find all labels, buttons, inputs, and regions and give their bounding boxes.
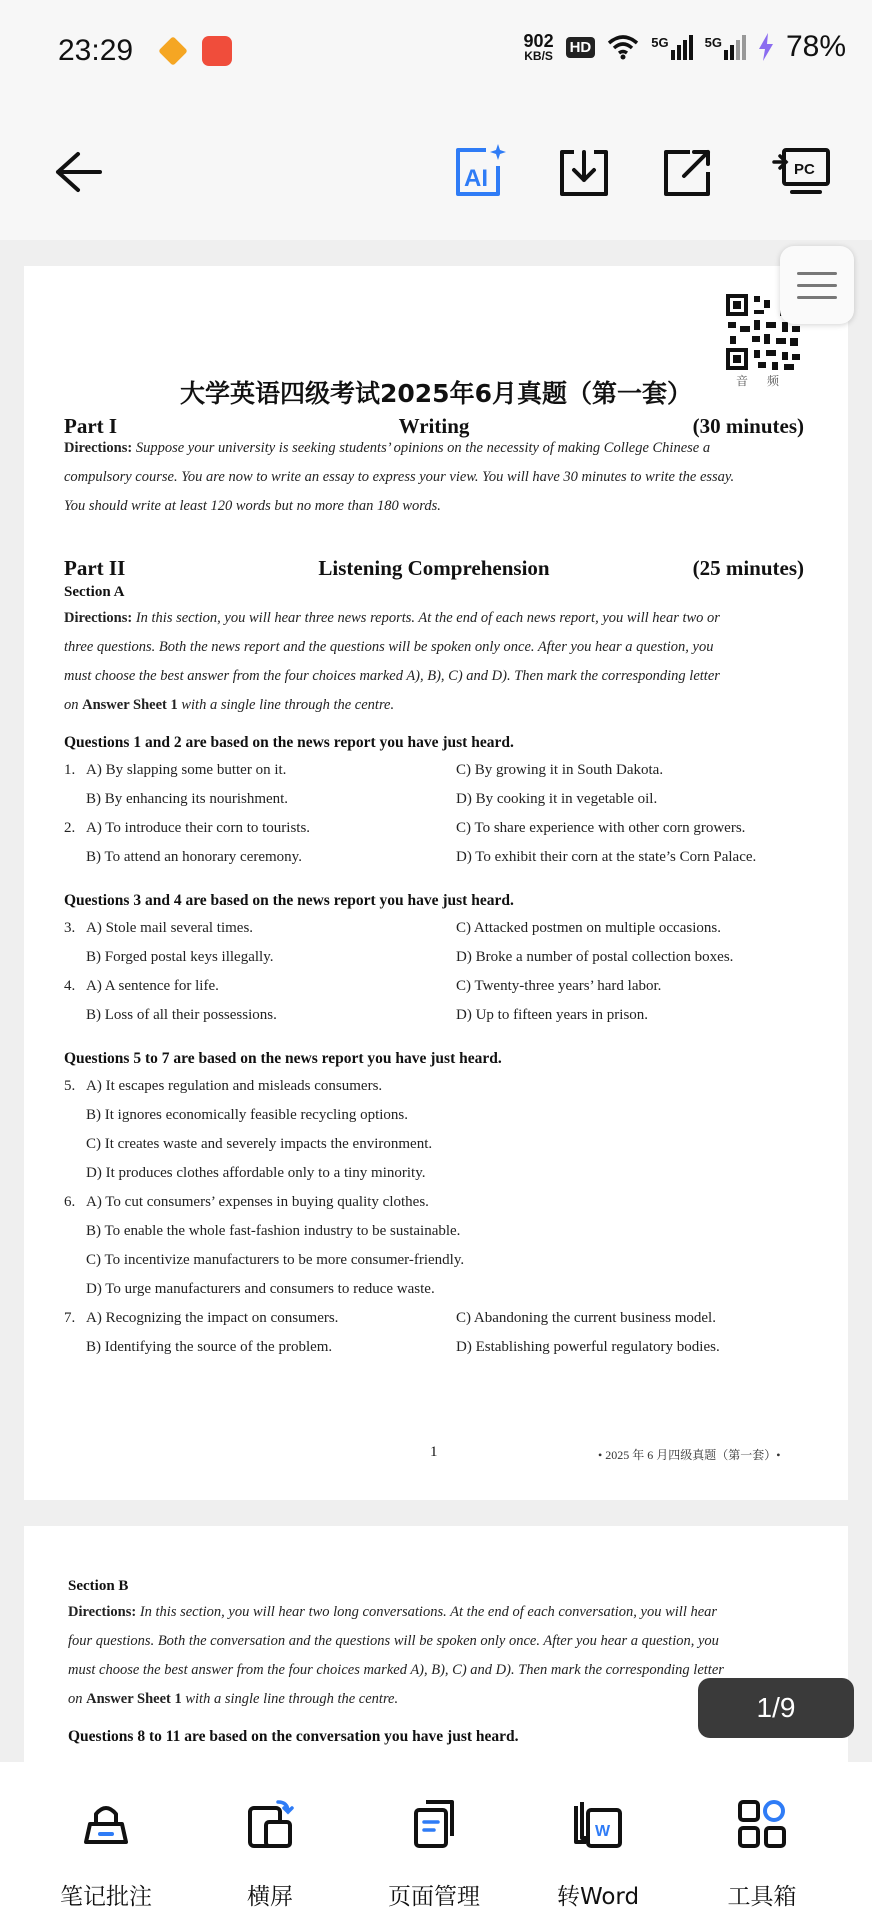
answer-option: C) Abandoning the current business model. (456, 1310, 716, 1326)
section-b-directions: Directions: In this section, you will hear two long conversations. At the end of each conversation, you will hear four questions. Both the conversation and the questions will be spoken only once. After you hear a question, you must choose the best answer from the four choices marked A), B), C) and D). Then mark the corresponding letter on Answer Sheet 1 with a single line through the centre. (68, 1604, 724, 1707)
annotate-pen-icon (80, 1798, 132, 1850)
ai-button[interactable] (448, 140, 512, 204)
answer-option: B) Forged postal keys illegally. (86, 949, 274, 965)
share-button[interactable] (656, 140, 720, 204)
question-number: 7. (64, 1310, 76, 1326)
answer-option: D) To exhibit their corn at the state’s Corn Palace. (456, 849, 757, 865)
answer-option: D) Establishing powerful regulatory bodies. (456, 1339, 720, 1355)
question-number: 5. (64, 1078, 76, 1094)
answer-option: A) A sentence for life. (86, 978, 219, 994)
send-to-pc-button[interactable] (762, 140, 842, 204)
word-icon (572, 1798, 624, 1850)
top-toolbar (0, 104, 872, 240)
answer-option: C) It creates waste and severely impacts the environment. (86, 1136, 433, 1152)
convert-word-button[interactable]: W 转Word (518, 1762, 678, 1920)
pages-icon (408, 1798, 460, 1850)
question-number: 6. (64, 1194, 76, 1210)
annotate-button[interactable]: 笔记批注 (26, 1762, 186, 1920)
page-footer: • 2025 年 6 月四级真题（第一套）• (598, 1448, 781, 1462)
signal-icon: 5G (651, 35, 692, 60)
answer-option: A) To cut consumers’ expenses in buying quality clothes. (86, 1194, 429, 1210)
section-b-label: Section B (68, 1578, 129, 1594)
app-notification-icon (158, 36, 188, 66)
toolbox-grid-icon (736, 1798, 788, 1850)
answer-option: D) Up to fifteen years in prison. (456, 1007, 649, 1023)
bottom-toolbar (0, 1762, 872, 1920)
ai-icon (450, 142, 510, 202)
answer-option: D) By cooking it in vegetable oil. (456, 791, 658, 807)
answer-option: A) Stole mail several times. (86, 920, 254, 936)
menu-icon (797, 272, 837, 275)
page-management-button[interactable]: 页面管理 (354, 1762, 514, 1920)
answer-option: C) By growing it in South Dakota. (456, 762, 664, 778)
page-number: 1 (430, 1444, 438, 1460)
send-to-pc-icon (772, 144, 832, 200)
answer-option: C) Attacked postmen on multiple occasions. (456, 920, 721, 936)
back-button[interactable] (46, 140, 110, 204)
side-menu-button[interactable] (780, 246, 854, 324)
answer-option: B) To enable the whole fast-fashion industry to be sustainable. (86, 1223, 461, 1239)
battery-level: 78% (785, 30, 846, 63)
qr-caption: 音 频 (736, 374, 788, 388)
wifi-icon (607, 34, 639, 60)
answer-option: A) By slapping some butter on it. (86, 762, 287, 778)
status-bar (0, 0, 872, 104)
app-notification-icon (202, 36, 232, 66)
question-group-heading: Questions 1 and 2 are based on the news report you have just heard. (64, 734, 514, 751)
question-number: 3. (64, 920, 76, 936)
svg-text:AI: AI (464, 165, 488, 192)
answer-option: C) To share experience with other corn growers. (456, 820, 746, 836)
network-speed: 902 KB/S (523, 31, 554, 63)
landscape-button[interactable]: 横屏 (190, 1762, 350, 1920)
toolbox-button[interactable]: 工具箱 (682, 1762, 842, 1920)
answer-option: D) To urge manufacturers and consumers to reduce waste. (86, 1281, 435, 1297)
document-page: 音 频 大学英语四级考试2025年6月真题（第一套） Part I Writing (30 minutes) Directions: Suppose your university is seeking students’ opinions on the necessity of making College Chinese a compulsory course. You are now to write an essay to express your view. You will have 30 minutes to write the essay. You should write at least 120 words but no more than 180 words. Part II Listening Comprehension (25 minutes) Section A Directions: In this section, you will hear three news reports. At the end of each news report, you will hear two or three questions. Both the news report and the questions will be spoken only once. After you hear a question, you must choose the best answer from the four choices marked A), B), C) and D). Then mark the corresponding letter on Answer Sheet 1 with a single line through the centre. Questions 1 and 2 are based on the news report you have just heard. 1. A) By slapping some butter on it. C) By growing it in South Dakota. B) By enhancing its nourishment. D) By cooking it in vegetable oil. 2. A) To introduce their corn to tourists. C) To share experience with other corn growers. B) To attend an honorary ceremony. D) To exhibit their corn at the state’s Corn Palace. Questions 3 and 4 are based on the news report you have just heard. 3. A) Stole mail several times. C) Attacked postmen on multiple occasions. B) Forged postal keys illegally. D) Broke a number of postal collection boxes. 4. A) A sentence for life. C) Twenty-three years’ hard labor. B) Loss of all their possessions. D) Up to fifteen years in prison. Questions 5 to 7 are based on the news report you have just heard. 5. A) It escapes regulation and misleads consumers. B) It ignores economically feasible recycling options. C) It creates waste and severely impacts the environment. D) It produces clothes affordable only to a tiny minority. 6. A) To cut consumers’ expenses in buying quality clothes. B) To enable the whole fast-fashion industry to be sustainable. C) To incentivize manufacturers to be more consumer-friendly. D) To urge manufacturers and consumers to reduce waste. 7. A) Recognizing the impact on consumers. C) Abandoning the current business model. B) Identifying the source of the problem. D) Establishing powerful regulatory bodies. 1 • 2025 年 6 月四级真题（第一套）• (24, 266, 848, 1500)
question-number: 4. (64, 978, 76, 994)
clock: 23:29 (58, 34, 134, 67)
answer-option: B) By enhancing its nourishment. (86, 791, 289, 807)
charging-icon (758, 33, 774, 61)
document-title: 大学英语四级考试2025年6月真题（第一套） (180, 379, 692, 408)
part2-directions: Directions: In this section, you will hear three news reports. At the end of each news report, you will hear two or three questions. Both the news report and the questions will be spoken only once. After you hear a question, you must choose the best answer from the four choices marked A), B), C) and D). Then mark the corresponding letter on Answer Sheet 1 with a single line through the centre. (64, 610, 720, 713)
answer-option: A) To introduce their corn to tourists. (86, 820, 311, 836)
question-group-heading: Questions 8 to 11 are based on the conversation you have just heard. (68, 1728, 519, 1745)
part1-directions: Directions: Suppose your university is seeking students’ opinions on the necessity of making College Chinese a compulsory course. You are now to write an essay to express your view. You will have 30 minutes to write the essay. You should write at least 120 words but no more than 180 words. (64, 440, 735, 514)
question-number: 2. (64, 820, 76, 836)
answer-option: A) It escapes regulation and misleads consumers. (86, 1078, 383, 1094)
answer-option: A) Recognizing the impact on consumers. (86, 1310, 339, 1326)
question-group-heading: Questions 3 and 4 are based on the news report you have just heard. (64, 892, 514, 909)
section-a-label: Section A (64, 584, 125, 600)
hd-icon: HD (566, 37, 596, 58)
document-viewer[interactable] (0, 240, 872, 1762)
answer-option: B) Identifying the source of the problem. (86, 1339, 333, 1355)
page-indicator: 1/9 (698, 1678, 854, 1738)
answer-option: C) To incentivize manufacturers to be more consumer-friendly. (86, 1252, 465, 1268)
svg-text:PC: PC (794, 161, 815, 178)
rotate-screen-icon (244, 1798, 296, 1850)
answer-option: B) It ignores economically feasible recycling options. (86, 1107, 408, 1123)
question-group-heading: Questions 5 to 7 are based on the news report you have just heard. (64, 1050, 502, 1067)
download-icon (558, 146, 610, 198)
answer-option: C) Twenty-three years’ hard labor. (456, 978, 662, 994)
back-arrow-icon (52, 150, 104, 194)
share-icon (662, 146, 714, 198)
svg-text:W: W (595, 1823, 611, 1840)
answer-option: D) Broke a number of postal collection boxes. (456, 949, 734, 965)
answer-option: B) To attend an honorary ceremony. (86, 849, 302, 865)
signal-icon: 5G (705, 35, 746, 60)
question-number: 1. (64, 762, 76, 778)
download-button[interactable] (552, 140, 616, 204)
answer-option: B) Loss of all their possessions. (86, 1007, 277, 1023)
answer-option: D) It produces clothes affordable only to a tiny minority. (86, 1165, 426, 1181)
